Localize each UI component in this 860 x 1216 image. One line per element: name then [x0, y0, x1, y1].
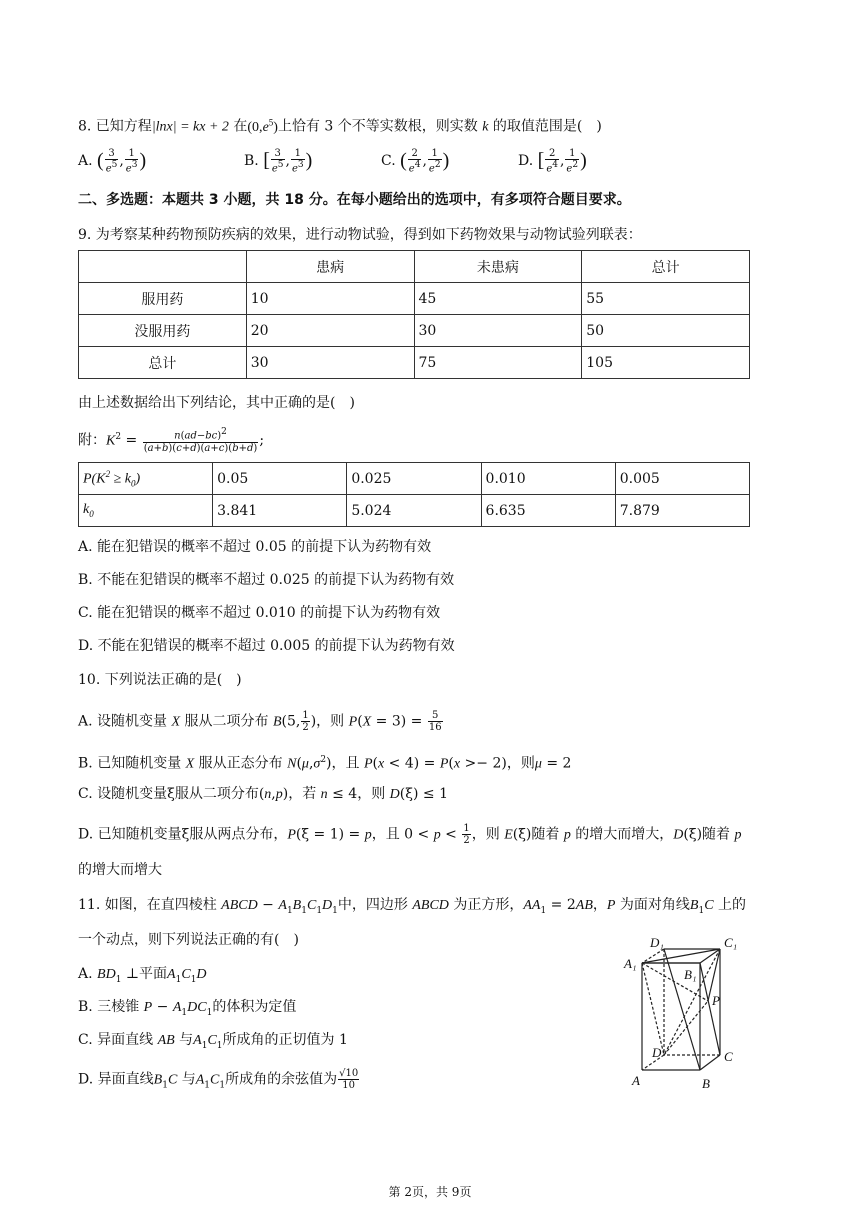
label-c: C — [724, 1049, 733, 1064]
q8-option-a[interactable]: A. ( $\frac{3}{e^5}$ , $\frac{1}{e^3}$ ) — [78, 148, 147, 175]
label-a1: A₁ — [624, 956, 637, 971]
label-a: A — [632, 1073, 640, 1088]
q8-stem: 8. 已知方程|lnx| = kx + 2 在$(0,e^5)$上恰有 3 个不等实数根，则实数 k 的取值范围是( ) — [78, 117, 602, 135]
q9-stem: 9. 为考察某种药物预防疾病的效果，进行动物试验，得到如下药物效果与动物试验列联表： — [78, 227, 642, 243]
q9-option-b[interactable]: B. 不能在犯错误的概率不超过 0.025 的前提下认为药物有效 — [78, 572, 455, 588]
q11-option-d[interactable]: D. 异面直线$B_1C$ 与$A_1C_1$所成角的余弦值为 $\frac{√10}{10}$ — [78, 1068, 359, 1091]
table-row: 没服用药 20 30 50 — [79, 315, 750, 347]
q8-option-d[interactable]: D. [ $\frac{2}{e^4}$ , $\frac{1}{e^2}$ ) — [518, 148, 587, 175]
critical-value-table — [78, 462, 750, 527]
page-footer: 第 2页，共 9页 — [388, 1185, 472, 1199]
q10-option-c[interactable]: C. 设随机变量ξ服从二项分布(n,p)，若 n ≤ 4，则 D(ξ) ≤ 1 — [78, 786, 448, 802]
q11-stem-cont: 一个动点，则下列说法正确的有( ) — [78, 932, 299, 948]
label-d1: D₁ — [650, 935, 664, 950]
label-c1: C₁ — [724, 935, 738, 950]
table-header-row: 患病 未患病 总计 — [79, 251, 750, 283]
q9-question: 由上述数据给出下列结论，其中正确的是( ) — [78, 395, 355, 411]
q10-option-d-cont: 的增大而增大 — [78, 862, 162, 878]
q11-option-b[interactable]: B. 三棱锥 $P - A_1DC_1$的体积为定值 — [78, 999, 297, 1018]
q10-option-b[interactable]: B. 已知随机变量 X 服从正态分布 $N(\mu,\sigma^2)$，且 P(x < 4) = P(x >− 2)，则μ = 2 — [78, 755, 572, 772]
q9-option-c[interactable]: C. 能在犯错误的概率不超过 0.010 的前提下认为药物有效 — [78, 605, 441, 621]
table-row: 服用药 10 45 55 — [79, 283, 750, 315]
q9-option-d[interactable]: D. 不能在犯错误的概率不超过 0.005 的前提下认为药物有效 — [78, 638, 455, 654]
table-row: $k_0$ 3.841 5.024 6.635 7.879 — [79, 495, 750, 527]
q8-option-c[interactable]: C. ( $\frac{2}{e^4}$ , $\frac{1}{e^2}$ ) — [381, 148, 450, 175]
q11-option-a[interactable]: A. $BD_1$ ⊥平面$A_1C_1D$ — [78, 966, 207, 985]
label-b: B — [702, 1076, 710, 1091]
q9-option-a[interactable]: A. 能在犯错误的概率不超过 0.05 的前提下认为药物有效 — [78, 539, 432, 555]
k2-formula: 附：$K^2$ = $\frac{n(ad-bc)^2}{(a+b)(c+d)(a+c)(b+d)}$ ; — [78, 427, 265, 454]
q8-option-b[interactable]: B. [ $\frac{3}{e^5}$ , $\frac{1}{e^3}$ ) — [244, 148, 313, 175]
q11-option-c[interactable]: C. 异面直线 AB 与$A_1C_1$所成角的正切值为 1 — [78, 1032, 348, 1051]
label-p: P — [712, 993, 720, 1008]
q10-option-a[interactable]: A. 设随机变量 X 服从二项分布 B(5, $\frac{1}{2}$ )，则 P(X = 3) = $\frac{5}{16}$ — [78, 710, 442, 733]
section-heading: 二、多选题：本题共 3 小题，共 18 分。在每小题给出的选项中，有多项符合题目要求。 — [78, 192, 631, 208]
prism-figure — [620, 935, 760, 1095]
q10-stem: 10. 下列说法正确的是( ) — [78, 672, 242, 688]
contingency-table — [78, 250, 750, 379]
q10-option-d[interactable]: D. 已知随机变量ξ服从两点分布，P(ξ = 1) = p，且 0 < p < $\frac{1}{2}$ ，则 E(ξ)随着 p 的增大而增大，D(ξ)随着 p — [78, 823, 742, 846]
table-row: $P(K^2 \ge k_0)$ 0.05 0.025 0.010 0.005 — [79, 463, 750, 495]
q11-stem: 11. 如图，在直四棱柱 ABCD − $A_1B_1C_1D_1$中，四边形 ABCD 为正方形，$AA_1 = 2AB$，P 为面对角线$B_1C$ 上的 — [78, 897, 746, 916]
label-b1: B₁ — [684, 967, 697, 982]
table-row: 总计 30 75 105 — [79, 347, 750, 379]
label-d: D — [652, 1045, 662, 1060]
